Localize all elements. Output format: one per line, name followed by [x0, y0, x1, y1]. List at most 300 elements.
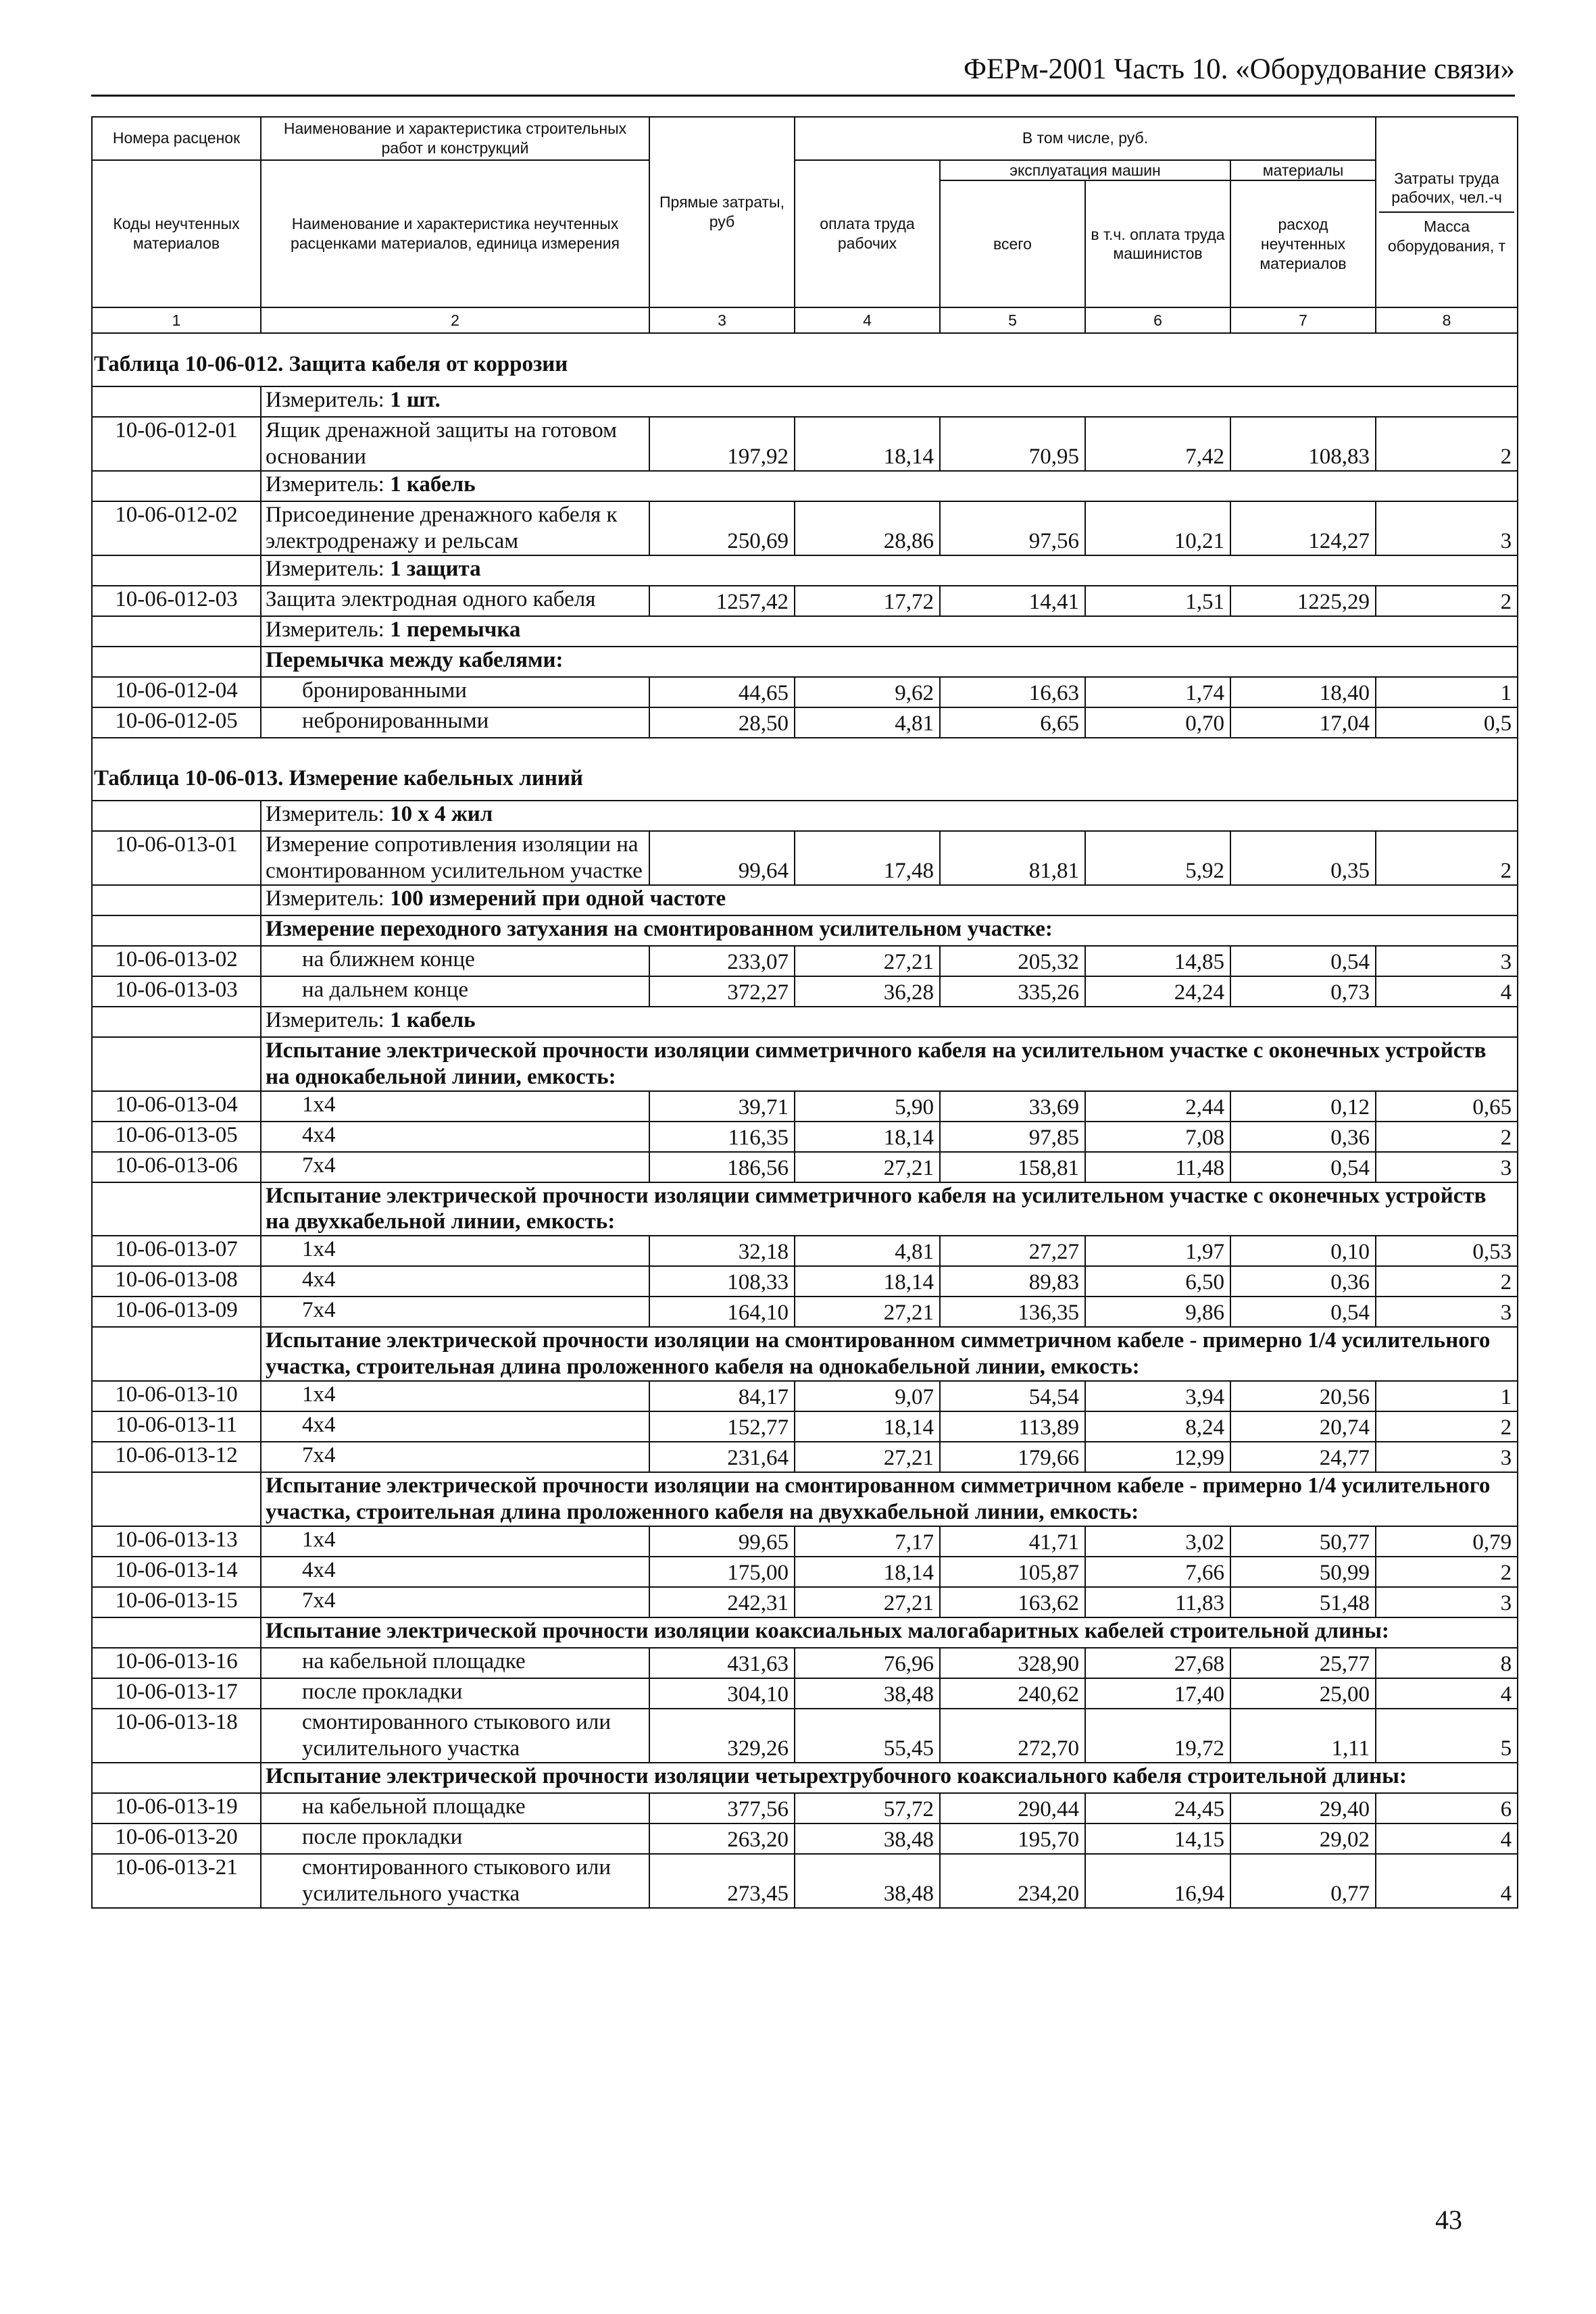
- table-row: [92, 1411, 1518, 1442]
- empty-code-cell: [92, 616, 261, 647]
- rate-code: 10-06-013-07: [92, 1236, 261, 1266]
- work-name: 4х4: [261, 1557, 649, 1587]
- labor-cost-cell: 1: [1376, 1381, 1518, 1411]
- group-heading-row: [92, 1327, 1518, 1381]
- table-row: [92, 1648, 1518, 1678]
- machinist-pay-cell: 14,15: [1085, 1823, 1230, 1854]
- worker-pay-cell: 57,72: [795, 1793, 940, 1823]
- col8-divider: [1379, 211, 1514, 213]
- col1-header-top: Номера расценок: [92, 117, 261, 160]
- machine-total-cell: 335,26: [940, 976, 1085, 1007]
- materials-cell: 51,48: [1230, 1587, 1376, 1617]
- group-heading: Испытание электрической прочности изоляции на смонтированном симметричном кабеле - примерно 1/4 усилительного участка, строительная длина проложенного кабеля на однокабельной линии, емкость:: [261, 1327, 1518, 1381]
- group-heading-row: [92, 1472, 1518, 1526]
- section-row: [92, 324, 1518, 386]
- col4-header: оплата труда рабочих: [795, 160, 940, 308]
- meter-row: [92, 386, 1518, 417]
- direct-cost-cell: 250,69: [649, 501, 795, 555]
- direct-cost-cell: 186,56: [649, 1152, 795, 1182]
- machine-total-cell: 234,20: [940, 1854, 1085, 1908]
- direct-cost-cell: 231,64: [649, 1442, 795, 1472]
- direct-cost-cell: 116,35: [649, 1122, 795, 1152]
- labor-cost-cell: 0,5: [1376, 707, 1518, 738]
- column-header-table: [91, 116, 1518, 334]
- labor-cost-cell: 2: [1376, 1122, 1518, 1152]
- meter-cell: [261, 386, 1518, 417]
- machines-header: эксплуатация машин: [940, 160, 1230, 181]
- meter-value: 1 шт.: [390, 388, 441, 412]
- materials-cell: 0,10: [1230, 1236, 1376, 1266]
- header-rule: [91, 95, 1515, 97]
- direct-cost-cell: 84,17: [649, 1381, 795, 1411]
- col1-header-bottom: Коды неучтенных материалов: [92, 160, 261, 308]
- col8-header-top: Затраты труда рабочих, чел.-ч: [1391, 169, 1502, 207]
- table-row: [92, 1709, 1518, 1763]
- rate-code: 10-06-012-01: [92, 417, 261, 471]
- materials-cell: 0,35: [1230, 831, 1376, 885]
- table-row: [92, 1442, 1518, 1472]
- direct-cost-cell: 377,56: [649, 1793, 795, 1823]
- machinist-pay-cell: 1,74: [1085, 677, 1230, 707]
- machine-total-cell: 97,56: [940, 501, 1085, 555]
- incl-header: В том числе, руб.: [795, 117, 1376, 160]
- direct-cost-cell: 1257,42: [649, 586, 795, 616]
- meter-label: Измеритель:: [266, 388, 384, 412]
- rate-code: 10-06-013-21: [92, 1854, 261, 1908]
- rate-code: 10-06-013-02: [92, 946, 261, 976]
- materials-header: материалы: [1230, 160, 1376, 181]
- machinist-pay-cell: 7,42: [1085, 417, 1230, 471]
- work-name: на кабельной площадке: [261, 1793, 649, 1823]
- table-row: [92, 501, 1518, 555]
- labor-cost-cell: 2: [1376, 1411, 1518, 1442]
- machinist-pay-cell: 24,24: [1085, 976, 1230, 1007]
- machine-total-cell: 27,27: [940, 1236, 1085, 1266]
- meter-row: [92, 801, 1518, 831]
- work-name: 1х4: [261, 1526, 649, 1557]
- materials-cell: 108,83: [1230, 417, 1376, 471]
- labor-cost-cell: 6: [1376, 1793, 1518, 1823]
- worker-pay-cell: 5,90: [795, 1091, 940, 1122]
- worker-pay-cell: 76,96: [795, 1648, 940, 1678]
- machinist-pay-cell: 3,02: [1085, 1526, 1230, 1557]
- meter-label: Измеритель:: [266, 556, 384, 581]
- work-name: 4х4: [261, 1266, 649, 1297]
- labor-cost-cell: 2: [1376, 1557, 1518, 1587]
- labor-cost-cell: 3: [1376, 1297, 1518, 1327]
- rate-code: 10-06-013-05: [92, 1122, 261, 1152]
- machine-total-cell: 163,62: [940, 1587, 1085, 1617]
- table-row: [92, 1823, 1518, 1854]
- labor-cost-cell: 3: [1376, 946, 1518, 976]
- rate-code: 10-06-013-06: [92, 1152, 261, 1182]
- table-row: [92, 1236, 1518, 1266]
- rate-code: 10-06-013-10: [92, 1381, 261, 1411]
- materials-cell: 0,54: [1230, 1152, 1376, 1182]
- group-heading: Измерение переходного затухания на смонтированном усилительном участке:: [261, 915, 1518, 946]
- machinist-pay-cell: 24,45: [1085, 1793, 1230, 1823]
- labor-cost-cell: 5: [1376, 1709, 1518, 1763]
- group-heading: Испытание электрической прочности изоляции симметричного кабеля на усилительном участке с оконечных устройств на двухкабельной линии, емкость:: [261, 1182, 1518, 1236]
- col5-header: всего: [940, 180, 1085, 307]
- meter-cell: [261, 555, 1518, 586]
- labor-cost-cell: 1: [1376, 677, 1518, 707]
- direct-cost-cell: 99,64: [649, 831, 795, 885]
- direct-cost-cell: 44,65: [649, 677, 795, 707]
- direct-cost-cell: 164,10: [649, 1297, 795, 1327]
- materials-cell: 0,36: [1230, 1122, 1376, 1152]
- worker-pay-cell: 55,45: [795, 1709, 940, 1763]
- group-heading: Испытание электрической прочности изоляции симметричного кабеля на усилительном участке с оконечных устройств на однокабельной линии, емкость:: [261, 1037, 1518, 1091]
- empty-code-cell: [92, 1037, 261, 1091]
- work-name: 1х4: [261, 1236, 649, 1266]
- col7-header: расход неучтенных материалов: [1230, 180, 1376, 307]
- machinist-pay-cell: 8,24: [1085, 1411, 1230, 1442]
- work-name: на ближнем конце: [261, 946, 649, 976]
- meter-row: [92, 555, 1518, 586]
- labor-cost-cell: 4: [1376, 1678, 1518, 1709]
- rate-code: 10-06-013-14: [92, 1557, 261, 1587]
- col-number: 7: [1230, 307, 1376, 333]
- machinist-pay-cell: 3,94: [1085, 1381, 1230, 1411]
- worker-pay-cell: 18,14: [795, 1266, 940, 1297]
- worker-pay-cell: 18,14: [795, 1122, 940, 1152]
- rate-code: 10-06-013-12: [92, 1442, 261, 1472]
- empty-code-cell: [92, 915, 261, 946]
- materials-cell: 29,02: [1230, 1823, 1376, 1854]
- machine-total-cell: 81,81: [940, 831, 1085, 885]
- worker-pay-cell: 27,21: [795, 1297, 940, 1327]
- worker-pay-cell: 27,21: [795, 1152, 940, 1182]
- worker-pay-cell: 38,48: [795, 1678, 940, 1709]
- machine-total-cell: 195,70: [940, 1823, 1085, 1854]
- labor-cost-cell: 4: [1376, 976, 1518, 1007]
- rate-code: 10-06-012-05: [92, 707, 261, 738]
- machinist-pay-cell: 19,72: [1085, 1709, 1230, 1763]
- machinist-pay-cell: 1,97: [1085, 1236, 1230, 1266]
- meter-value: 1 защита: [390, 556, 481, 581]
- materials-cell: 124,27: [1230, 501, 1376, 555]
- machine-total-cell: 54,54: [940, 1381, 1085, 1411]
- group-heading-row: [92, 1037, 1518, 1091]
- empty-code-cell: [92, 1007, 261, 1037]
- work-name: смонтированного стыкового или усилительного участка: [261, 1709, 649, 1763]
- labor-cost-cell: 2: [1376, 831, 1518, 885]
- materials-cell: 24,77: [1230, 1442, 1376, 1472]
- direct-cost-cell: 304,10: [649, 1678, 795, 1709]
- machinist-pay-cell: 9,86: [1085, 1297, 1230, 1327]
- worker-pay-cell: 27,21: [795, 1587, 940, 1617]
- table-row: [92, 1381, 1518, 1411]
- meter-cell: [261, 616, 1518, 647]
- machine-total-cell: 328,90: [940, 1648, 1085, 1678]
- meter-value: 100 измерений при одной частоте: [390, 886, 726, 911]
- rate-code: 10-06-012-03: [92, 586, 261, 616]
- worker-pay-cell: 36,28: [795, 976, 940, 1007]
- materials-cell: 17,04: [1230, 707, 1376, 738]
- labor-cost-cell: 8: [1376, 1648, 1518, 1678]
- rate-code: 10-06-013-08: [92, 1266, 261, 1297]
- labor-cost-cell: 4: [1376, 1823, 1518, 1854]
- work-name: 7х4: [261, 1152, 649, 1182]
- labor-cost-cell: 3: [1376, 501, 1518, 555]
- work-name: после прокладки: [261, 1678, 649, 1709]
- direct-cost-cell: 233,07: [649, 946, 795, 976]
- group-heading-row: [92, 1182, 1518, 1236]
- direct-cost-cell: 39,71: [649, 1091, 795, 1122]
- labor-cost-cell: 2: [1376, 1266, 1518, 1297]
- rate-code: 10-06-013-17: [92, 1678, 261, 1709]
- materials-cell: 1,11: [1230, 1709, 1376, 1763]
- labor-cost-cell: 0,53: [1376, 1236, 1518, 1266]
- direct-cost-cell: 242,31: [649, 1587, 795, 1617]
- table-row: [92, 1297, 1518, 1327]
- machine-total-cell: 6,65: [940, 707, 1085, 738]
- machinist-pay-cell: 27,68: [1085, 1648, 1230, 1678]
- direct-cost-cell: 32,18: [649, 1236, 795, 1266]
- document-header-title: ФЕРм-2001 Часть 10. «Оборудование связи»: [963, 53, 1515, 85]
- col8-header-bottom: Масса оборудования, т: [1387, 218, 1506, 255]
- rate-code: 10-06-013-18: [92, 1709, 261, 1763]
- table-row: [92, 1091, 1518, 1122]
- col-number: 2: [261, 307, 649, 333]
- direct-cost-cell: 273,45: [649, 1854, 795, 1908]
- worker-pay-cell: 17,48: [795, 831, 940, 885]
- group-heading: Испытание электрической прочности изоляции четырехтрубочного коаксиального кабеля строительной длины:: [261, 1763, 1518, 1793]
- meter-row: [92, 1007, 1518, 1037]
- labor-cost-cell: 3: [1376, 1152, 1518, 1182]
- direct-cost-cell: 372,27: [649, 976, 795, 1007]
- table-row: [92, 1122, 1518, 1152]
- work-name: на кабельной площадке: [261, 1648, 649, 1678]
- machine-total-cell: 179,66: [940, 1442, 1085, 1472]
- worker-pay-cell: 38,48: [795, 1823, 940, 1854]
- table-row: [92, 1266, 1518, 1297]
- col-number: 3: [649, 307, 795, 333]
- direct-cost-cell: 431,63: [649, 1648, 795, 1678]
- worker-pay-cell: 18,14: [795, 417, 940, 471]
- direct-cost-cell: 28,50: [649, 707, 795, 738]
- machinist-pay-cell: 7,66: [1085, 1557, 1230, 1587]
- section-title: Таблица 10-06-013. Измерение кабельных линий: [92, 738, 1518, 801]
- group-heading-row: [92, 647, 1518, 677]
- direct-cost-cell: 108,33: [649, 1266, 795, 1297]
- work-name: Ящик дренажной защиты на готовом основании: [261, 417, 649, 471]
- table-row: [92, 976, 1518, 1007]
- machine-total-cell: 41,71: [940, 1526, 1085, 1557]
- table-row: [92, 1557, 1518, 1587]
- rate-code: 10-06-012-02: [92, 501, 261, 555]
- empty-code-cell: [92, 1763, 261, 1793]
- machine-total-cell: 70,95: [940, 417, 1085, 471]
- labor-cost-cell: 0,65: [1376, 1091, 1518, 1122]
- direct-cost-cell: 329,26: [649, 1709, 795, 1763]
- materials-cell: 18,40: [1230, 677, 1376, 707]
- empty-code-cell: [92, 555, 261, 586]
- worker-pay-cell: 27,21: [795, 946, 940, 976]
- page-number: 43: [1435, 2205, 1462, 2235]
- materials-cell: 20,74: [1230, 1411, 1376, 1442]
- work-name: 1х4: [261, 1381, 649, 1411]
- worker-pay-cell: 17,72: [795, 586, 940, 616]
- materials-cell: 1225,29: [1230, 586, 1376, 616]
- machinist-pay-cell: 14,85: [1085, 946, 1230, 976]
- machinist-pay-cell: 16,94: [1085, 1854, 1230, 1908]
- machine-total-cell: 205,32: [940, 946, 1085, 976]
- empty-code-cell: [92, 801, 261, 831]
- machinist-pay-cell: 1,51: [1085, 586, 1230, 616]
- worker-pay-cell: 4,81: [795, 1236, 940, 1266]
- table-row: [92, 707, 1518, 738]
- labor-cost-cell: 3: [1376, 1442, 1518, 1472]
- section-title: Таблица 10-06-012. Защита кабеля от коррозии: [92, 324, 1518, 386]
- meter-value: 1 кабель: [390, 1007, 476, 1032]
- materials-cell: 50,99: [1230, 1557, 1376, 1587]
- meter-cell: [261, 1007, 1518, 1037]
- machinist-pay-cell: 12,99: [1085, 1442, 1230, 1472]
- col8-header: [1376, 117, 1518, 307]
- materials-cell: 0,77: [1230, 1854, 1376, 1908]
- direct-cost-cell: 263,20: [649, 1823, 795, 1854]
- materials-cell: 0,12: [1230, 1091, 1376, 1122]
- table-row: [92, 417, 1518, 471]
- meter-cell: [261, 885, 1518, 915]
- work-name: 4х4: [261, 1122, 649, 1152]
- direct-cost-cell: 175,00: [649, 1557, 795, 1587]
- empty-code-cell: [92, 647, 261, 677]
- worker-pay-cell: 4,81: [795, 707, 940, 738]
- direct-cost-cell: 197,92: [649, 417, 795, 471]
- work-name: 7х4: [261, 1442, 649, 1472]
- materials-cell: 50,77: [1230, 1526, 1376, 1557]
- labor-cost-cell: 4: [1376, 1854, 1518, 1908]
- table-row: [92, 586, 1518, 616]
- machine-total-cell: 240,62: [940, 1678, 1085, 1709]
- rate-code: 10-06-013-01: [92, 831, 261, 885]
- empty-code-cell: [92, 1617, 261, 1648]
- worker-pay-cell: 18,14: [795, 1411, 940, 1442]
- meter-cell: [261, 471, 1518, 501]
- work-name: на дальнем конце: [261, 976, 649, 1007]
- machine-total-cell: 16,63: [940, 677, 1085, 707]
- col2-header-top: Наименование и характеристика строительных работ и конструкций: [261, 117, 649, 160]
- materials-cell: 0,54: [1230, 1297, 1376, 1327]
- work-name: бронированными: [261, 677, 649, 707]
- table-row: [92, 1526, 1518, 1557]
- meter-value: 1 кабель: [390, 472, 476, 497]
- rates-table-body: [92, 324, 1518, 1908]
- table-row: [92, 1152, 1518, 1182]
- worker-pay-cell: 9,07: [795, 1381, 940, 1411]
- work-name: 7х4: [261, 1587, 649, 1617]
- machine-total-cell: 272,70: [940, 1709, 1085, 1763]
- materials-cell: 29,40: [1230, 1793, 1376, 1823]
- materials-cell: 0,73: [1230, 976, 1376, 1007]
- group-heading: Испытание электрической прочности изоляции коаксиальных малогабаритных кабелей строительной длины:: [261, 1617, 1518, 1648]
- table-row: [92, 677, 1518, 707]
- machinist-pay-cell: 0,70: [1085, 707, 1230, 738]
- materials-cell: 25,00: [1230, 1678, 1376, 1709]
- worker-pay-cell: 38,48: [795, 1854, 940, 1908]
- meter-cell: [261, 801, 1518, 831]
- work-name: небронированными: [261, 707, 649, 738]
- meter-label: Измеритель:: [266, 886, 384, 911]
- labor-cost-cell: 2: [1376, 586, 1518, 616]
- direct-cost-cell: 152,77: [649, 1411, 795, 1442]
- meter-row: [92, 471, 1518, 501]
- rate-code: 10-06-013-13: [92, 1526, 261, 1557]
- meter-value: 1 перемычка: [390, 617, 521, 642]
- work-name: Измерение сопротивления изоляции на смонтированном усилительном участке: [261, 831, 649, 885]
- rate-code: 10-06-013-16: [92, 1648, 261, 1678]
- col-number: 1: [92, 307, 261, 333]
- direct-cost-cell: 99,65: [649, 1526, 795, 1557]
- machine-total-cell: 105,87: [940, 1557, 1085, 1587]
- materials-cell: 25,77: [1230, 1648, 1376, 1678]
- rate-code: 10-06-013-09: [92, 1297, 261, 1327]
- empty-code-cell: [92, 1182, 261, 1236]
- table-row: [92, 1678, 1518, 1709]
- machine-total-cell: 290,44: [940, 1793, 1085, 1823]
- work-name: 4х4: [261, 1411, 649, 1442]
- machinist-pay-cell: 7,08: [1085, 1122, 1230, 1152]
- work-name: смонтированного стыкового или усилительного участка: [261, 1854, 649, 1908]
- materials-cell: 0,36: [1230, 1266, 1376, 1297]
- meter-label: Измеритель:: [266, 617, 384, 642]
- meter-label: Измеритель:: [266, 801, 384, 826]
- rate-code: 10-06-013-03: [92, 976, 261, 1007]
- empty-code-cell: [92, 471, 261, 501]
- materials-cell: 20,56: [1230, 1381, 1376, 1411]
- col-number: 4: [795, 307, 940, 333]
- meter-label: Измеритель:: [266, 1007, 384, 1032]
- group-heading: Перемычка между кабелями:: [261, 647, 1518, 677]
- machinist-pay-cell: 11,48: [1085, 1152, 1230, 1182]
- machinist-pay-cell: 6,50: [1085, 1266, 1230, 1297]
- col-number: 5: [940, 307, 1085, 333]
- table-row: [92, 1854, 1518, 1908]
- section-row: [92, 738, 1518, 801]
- worker-pay-cell: 9,62: [795, 677, 940, 707]
- col-number: 8: [1376, 307, 1518, 333]
- work-name: 7х4: [261, 1297, 649, 1327]
- materials-cell: 0,54: [1230, 946, 1376, 976]
- machine-total-cell: 113,89: [940, 1411, 1085, 1442]
- meter-row: [92, 885, 1518, 915]
- work-name: Защита электродная одного кабеля: [261, 586, 649, 616]
- machinist-pay-cell: 11,83: [1085, 1587, 1230, 1617]
- worker-pay-cell: 18,14: [795, 1557, 940, 1587]
- table-row: [92, 1793, 1518, 1823]
- empty-code-cell: [92, 885, 261, 915]
- rate-code: 10-06-013-19: [92, 1793, 261, 1823]
- empty-code-cell: [92, 1327, 261, 1381]
- col-number: 6: [1085, 307, 1230, 333]
- group-heading-row: [92, 1617, 1518, 1648]
- col2-header-bottom: Наименование и характеристика неучтенных расценками материалов, единица измерения: [261, 160, 649, 308]
- labor-cost-cell: 3: [1376, 1587, 1518, 1617]
- machinist-pay-cell: 17,40: [1085, 1678, 1230, 1709]
- worker-pay-cell: 7,17: [795, 1526, 940, 1557]
- machine-total-cell: 89,83: [940, 1266, 1085, 1297]
- worker-pay-cell: 27,21: [795, 1442, 940, 1472]
- machinist-pay-cell: 5,92: [1085, 831, 1230, 885]
- empty-code-cell: [92, 1472, 261, 1526]
- meter-label: Измеритель:: [266, 472, 384, 497]
- table-row: [92, 946, 1518, 976]
- meter-row: [92, 616, 1518, 647]
- worker-pay-cell: 28,86: [795, 501, 940, 555]
